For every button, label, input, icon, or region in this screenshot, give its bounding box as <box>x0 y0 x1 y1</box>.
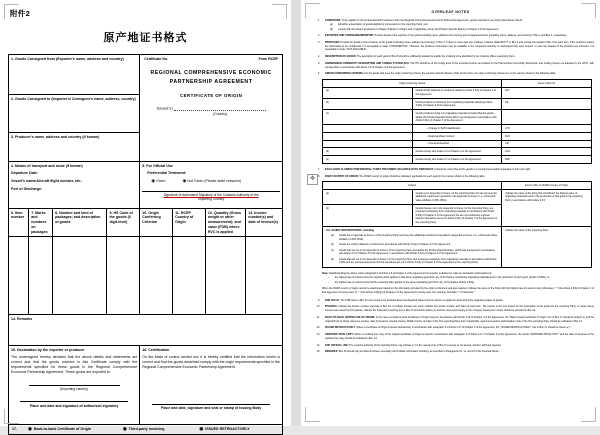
note-11-body: In the case of a back-to-back Certificate of Origin issued in accordance with Article 3.19 of Chapter 3 of the Agreement, the "Back-to-back Certificate of Origin" box in Box 17 should be ticked (✔) and the original Proof of Origin reference number, date of issuance, issuing country, RCEP country of origin of the first exporting Party and, if applicable, approved exporter authorisation code of the first exporting Party should be indicated in Box 14. <box>325 315 594 323</box>
importing-country-rule[interactable] <box>29 384 120 386</box>
criteria-marker-b: (b) <box>323 99 413 110</box>
rcep-country-header-row <box>323 182 592 190</box>
note-15-heading: REMARKS: <box>325 350 339 354</box>
criteria-text-cr: – Chemical Reaction <box>412 140 502 148</box>
cell-invoice[interactable] <box>246 237 283 315</box>
margin-corner-top-right <box>272 4 287 19</box>
criteria-code-rvc: RVC <box>502 133 592 141</box>
rcep-marker-a: (a) <box>323 190 413 205</box>
rcep2-marker-b: (b) <box>331 243 334 247</box>
rcep2-text-d: Goods that are not in the Appendix to Annex I of the importing Party, and produced exclusively from originating materials in accordance with Article 3.3(b) and are processed beyond minimal operations set out in Article 3.6(1) of Chapter 3 of the Agreement in the exporting Party. <box>339 257 497 265</box>
note-4-body: The description of each good in Box 8 should be sufficiently detailed to enable the products to be identified by the Customs officer examining them. <box>356 55 516 59</box>
field-4-cell[interactable] <box>9 162 140 209</box>
margin-corner-top-right-right-page <box>581 3 596 18</box>
certificate-header-cell <box>140 55 283 162</box>
field-16-cell[interactable] <box>140 346 283 425</box>
column-header-12: 12. Quantity (Gross weight or other measurement), and value (FOB) where RVC is applied <box>205 209 245 237</box>
cell-marks-numbers[interactable] <box>29 237 53 315</box>
radio-not-given-icon: ◉ <box>182 177 187 183</box>
overleaf-note-6 <box>307 72 594 76</box>
field-5-cell[interactable] <box>140 162 283 209</box>
page-gutter <box>291 0 301 426</box>
note-2-body: Provide details of the exporter of the good (including name, address and country) and consignee/importer (including name, address, and country) in Box 1 and Box 2, respectively. <box>374 34 567 38</box>
overleaf-note-1 <box>307 19 594 31</box>
form-rcep-label: Form RCEP <box>258 57 278 61</box>
note-7-heading: EACH GOOD CLAIMING PREFERENTIAL TARIFF TREATMENT QUALIFIES IN ITS OWN RIGHT: <box>325 167 434 171</box>
overleaf-note-13 <box>307 333 594 340</box>
margin-corner-bottom-right-right-page <box>581 407 596 422</box>
column-header-8: 8. Number and kind of packages; and description of goods. <box>53 209 107 237</box>
field-4-vessel: Vessel's name/Aircraft flight number, etc.: <box>11 179 83 184</box>
note-9-body: The FOB value in Box 12 only needs to be provided when the Regional Value Content criterion is applied in determining the originating status of goods. <box>340 298 504 302</box>
country-label: (Country) <box>213 112 228 117</box>
form-row-declarations <box>9 346 283 425</box>
cell-hs-code[interactable] <box>107 237 140 315</box>
rcep-country-table <box>322 181 592 267</box>
note-14-number: 14. <box>316 343 320 347</box>
table2-note-dash-2: – <box>327 280 330 284</box>
table-row <box>323 110 592 125</box>
rcep2-text-a: Goods set in Appendix to Annex I of the importing Party and meet the additional requirement specified in Appendix to Annex I i.e. a Domestic Value Addition of 20% (DVA). <box>339 234 498 241</box>
note-1-sub-a <box>325 23 594 27</box>
note-1-sub-a-text: fall within a description of goods eligible for concessions in the importing Party; and <box>338 23 428 27</box>
note-5-body: The HS should be at the 6-digit level of the exported product and based on the Harmonized Commodity Description and Coding System as adopted by the WCO, with Corrigendum in accordance with Article 3.2 of Chapter 3 of the Agreement. <box>325 61 594 69</box>
field-15-cell[interactable] <box>9 346 140 425</box>
note-7-number: 7. <box>317 167 320 171</box>
criteria-marker-cr <box>323 140 413 148</box>
criteria-code-c-blank <box>502 110 592 125</box>
criteria-marker-ctc <box>323 125 413 133</box>
note-10-body: Indicate the invoice number and date in Box 13. If multiple invoices are used, indicate the invoice number and date for each item. The invoice is the one issued for the importation of the good into the importing Party. In cases where invoices are issued by third parties, indicate the third-party invoicing box in Box 17 should be ticked (✔) and the name and country of the company issuing the invoice should be provided in Box 14. <box>325 305 594 313</box>
note-10-number: 10. <box>316 305 320 309</box>
criteria-code-pe: PE <box>502 99 592 110</box>
note-13-body: Where a certified true copy of the original Certificate of Origin is issued in accordance with paragraph 3 of Article 3.17 of Chapter 3 of the Agreement, the words "CERTIFIED TRUE COPY" and the date of issuance of the certified true copy should be indicated in Box 14. <box>325 333 594 340</box>
column-header-6: 6. Item number <box>9 209 29 237</box>
checkbox-back-to-back-icon: ◉ <box>28 426 32 432</box>
overleaf-note-7 <box>307 168 594 172</box>
attachment-label: 附件2 <box>10 9 31 18</box>
overleaf-note-2 <box>307 34 594 38</box>
note-5-heading: HARMONISED COMMODITY DESCRIPTION AND CODING SYSTEM (HS): <box>325 61 410 65</box>
column-header-13: 13. Invoice number(s) and date of invoice(s) <box>246 209 283 237</box>
note-1-number: 1. <box>317 19 320 22</box>
table-row <box>323 125 592 133</box>
field-14-label: 14. Remarks <box>11 316 33 321</box>
table-row <box>323 148 592 156</box>
table2-note-sub-1: the highest rate of customs duty the importing Party applies to that same originating good from any of the Parties contributing originating materials used in the production of such good, (Article 3.8 Box); or <box>335 276 550 280</box>
field-5-signature-line1: Signature of Authorised Signatory of the Customs Authority of the <box>163 193 259 198</box>
checkbox-back-to-back-label: Back-to-back Certificate of Origin <box>33 427 91 432</box>
note-8-number: 8. <box>317 174 320 178</box>
note-15-body: Box 14 should only be filled out where necessary and indicate information including, as specified in Paragraphs 10, 11, and 13 of the Overleaf Notes. <box>338 350 500 354</box>
criteria-code-wo: WO <box>502 87 592 98</box>
note-1-sub-b-text: comply with all relevant provisions of Chapter 3 (Rules of Origin) and, if applicable, Annex 3A (Product-Specific Rules) of Chapter 3 of the Agreement. <box>338 27 499 31</box>
page-left <box>0 0 291 432</box>
note-5-number: 5. <box>317 61 320 65</box>
margin-corner-bottom-left <box>4 409 19 424</box>
rcep2-marker-c: (c) <box>331 248 334 252</box>
rcep-all-other-header: ALL OTHER CIRCUMSTANCES, including <box>326 228 374 232</box>
table2-note <box>322 272 594 285</box>
checkbox-back-to-back[interactable] <box>28 427 123 432</box>
note-6-body: For the goods that meet the origin conferring criteria, the exporter should indicate in Box 10 the Form, the origin conferring criteria met, in the manner shown in the following table. <box>364 72 557 76</box>
column-header-row <box>9 209 283 237</box>
note-1-heading: CONDITIONS: <box>325 19 342 22</box>
note-12-number: 12. <box>316 326 320 330</box>
rcep-all-other-cell <box>323 226 502 267</box>
field-14-cell[interactable] <box>9 315 283 346</box>
field-1-label: 1. Goods Consigned from (Exporter's name, address and country) <box>11 56 124 61</box>
note-2-number: 2. <box>317 34 320 38</box>
criteria-marker-e: (e) <box>323 156 413 164</box>
overleaf-note-10 <box>307 305 594 312</box>
overleaf-notes-title: OVERLEAF NOTES <box>431 10 470 14</box>
field-5-signature-line2: Importing Country <box>198 197 225 202</box>
table-row <box>323 156 592 164</box>
field-4-port: Port of Discharge: <box>11 187 43 192</box>
note-14-heading: FOR OFFICIAL USE: <box>325 343 349 347</box>
overleaf-note-12 <box>307 326 594 330</box>
overleaf-note-14 <box>307 344 594 348</box>
checkbox-issued-retroactively-label: ISSUED RETROACTIVELY <box>205 427 250 432</box>
note-9-heading: FOB VALUE: <box>325 298 340 302</box>
field-17-cell <box>9 425 283 435</box>
criteria-text-d: Goods comply with Article 3.4 of Chapter 3 of the Agreement <box>412 148 502 156</box>
column-header-7: 7. Marks and numbers on packages <box>29 209 53 237</box>
criteria-marker-c: (c) <box>323 110 413 125</box>
criteria-text-ctc: – Change in Tariff Classification <box>412 125 502 133</box>
criteria-marker-rvc <box>323 133 413 141</box>
checkbox-third-party-label: Third-party invoicing <box>128 427 165 432</box>
criteria-text-c: Goods produced using non-originating materials provided that the goods satisfy the Product-Specific Rules which are transposed in accordance with Article 3.3(c) of Chapter 3 of the Agreement: <box>412 110 502 125</box>
field-15-signature-rule[interactable] <box>20 400 129 402</box>
criteria-code-acu: ACU <box>502 148 592 156</box>
rcep-code-exporting-party: Indicate the name of the exporting Party <box>502 226 592 267</box>
origin-criteria-table <box>322 79 592 164</box>
agreement-title-line2: PARTNERSHIP AGREEMENT <box>169 78 253 85</box>
note-3-number: 3. <box>317 41 320 45</box>
agreement-title-line1: REGIONAL COMPREHENSIVE ECONOMIC <box>150 69 272 76</box>
field-4-label: 4. Means of transport and route (if known) <box>11 163 83 168</box>
column-header-11: 11. RCEP Country of Origin <box>173 209 206 237</box>
rcep2-marker-d: (d) <box>331 257 334 261</box>
note-3-body: Provide the details of the producer of the goods (including name, address and country) in Box 3. If there is more than one producer, indicate "SEE BOX 3" in Box 3 and provide the details in Box 3 for each item. If the producer wishes the information to be confidential, it is acceptable to state "CONFIDENTIAL". However, the producer information may be available to the competent authority or authorised body upon request. In case the location of the producer are unknown, it is acceptable to state "NOT AVAILABLE". <box>325 41 594 52</box>
form-row-4 <box>9 162 283 209</box>
cell-item-number[interactable] <box>9 237 29 315</box>
criteria-code-ctc: CTC <box>502 125 592 133</box>
field-16-body: On the basis of control carried out, it is hereby certified that the information herein is correct and that the goods described comply with the origin requirements specified in the Regional Comprehensive Economic Partnership Agreement. <box>142 354 280 369</box>
checkbox-third-party[interactable] <box>123 427 200 432</box>
note-4-heading: DESCRIPTION OF GOODS: <box>325 55 357 59</box>
form-row-1 <box>9 55 283 95</box>
issued-in-input[interactable] <box>174 105 266 111</box>
option-not-given[interactable] <box>183 179 242 184</box>
margin-corner-bottom-left-right-page <box>305 407 320 422</box>
note-14-body: The customs authority of the importing Party may indicate (✔) in the relevant box in Box 5 to accept or not accept, whether tariff and rejected. <box>349 343 502 347</box>
rcep2-text-c: Goods that are not in the Appendix to Annex I of the importing Party and satisfy the Product-Specific Rules, which was transposed in accordance with Article 3.3 of Chapter 3 of the Agreement, in accordance with Article 3.2(c) of Chapter 3 of the Agreement. <box>339 248 495 256</box>
field-17-number: 17. <box>12 427 17 432</box>
field-15-body: The undersigned hereby declares that the above details and statements are correct and that the goods covered in this Certificate comply with the requirements specified for these goods in the Regional Comprehensive Economic Partnership Agreement. These goods are exported to: <box>11 354 138 374</box>
option-not-given-label: Not Given (Please state reason/s) <box>187 178 242 183</box>
criteria-text-e: Goods comply with Article 3.7 of Chapter 3 of the Agreement <box>412 156 502 164</box>
table2-note-dash-1: – <box>327 276 330 280</box>
note-13-number: 13. <box>316 333 320 337</box>
form-row-14 <box>9 315 283 346</box>
table2-note-sub-2: the highest rate of customs duty that the exporting Party applies to the same originating good from any of the Parties (Article 3.8(b)). <box>335 280 475 284</box>
form-row-17 <box>9 425 283 435</box>
note-1-sub-b <box>325 28 594 32</box>
criteria-code-dmi: DMI <box>502 156 592 164</box>
table-row <box>323 99 592 110</box>
field-15-label: 15. Declaration by the exporter or producer <box>11 347 85 352</box>
column-header-10: 10. Origin Conferring Criterion <box>140 209 173 237</box>
overleaf-note-9 <box>307 299 594 303</box>
note-12-heading: ISSUED RETROACTIVELY: <box>325 326 356 330</box>
note-6-number: 6. <box>317 72 320 76</box>
field-4-departure-date: Departure Date: <box>11 171 38 176</box>
overleaf-note-3 <box>307 41 594 52</box>
note-11-heading: BACK-TO-BACK CERTIFICATE OF ORIGIN: <box>325 315 375 319</box>
option-given-label: Given <box>156 178 166 183</box>
origin-criteria-header-right: Insert in Box 10 <box>502 80 592 88</box>
criteria-text-rvc: – Regional Value Content <box>412 133 502 141</box>
table2-note-text: Notwithstanding the above, where paragraph 3 of Article 2.6 of Chapter 2 of the Agreement the importer is allowed to make an declaration (self-treatment): <box>328 271 492 275</box>
criteria-marker-a: (a) <box>323 87 413 98</box>
note-2-heading: EXPORTER AND CONSIGNEE/IMPORTER: <box>325 34 374 38</box>
cell-quantity-value[interactable] <box>205 237 245 315</box>
margin-corner-top-left-right-page <box>305 3 320 18</box>
overleaf-note-5 <box>307 62 594 69</box>
checkbox-issued-retroactively-icon: ◉ <box>199 426 204 432</box>
overleaf-note-8 <box>307 175 594 179</box>
field-16-place-label: Place and date, signature and seal or stamp of Issuing Body <box>161 406 262 411</box>
certificate-no-label: Certificate No. <box>144 57 168 61</box>
note-1-body: To be eligible for the preferential tariff treatment under the Regional Comprehensive Economic Partnership Agreement, goods exported to any Party listed below should: <box>341 19 523 22</box>
criteria-text-b: Goods produced exclusively from originating materials satisfying Article 3.3(b) of Chapter 3 of the Agreement <box>412 99 502 110</box>
table-row <box>323 87 592 98</box>
note-3-heading: PRODUCER: <box>325 41 340 45</box>
criteria-code-cr: CR <box>502 140 592 148</box>
page-title: 原产地证书格式 <box>103 32 188 44</box>
cell-packages-description[interactable] <box>53 237 107 315</box>
criteria-text-a: Goods wholly obtained or produced satisfying Article 3.3(a) of Chapter 3 of the Agreement <box>412 87 502 98</box>
note-7-body: It should be noted that all the goods in a consignment qualify separately in their own right. <box>434 167 531 171</box>
field-5-label: 5. For Official Use <box>142 163 173 168</box>
checkbox-third-party-icon: ◉ <box>122 426 127 432</box>
note-4-number: 4. <box>317 55 320 59</box>
table-row <box>323 140 592 148</box>
note-13-heading: CERTIFIED TRUE COPY: <box>325 333 354 337</box>
rcep-text-b: Goods that are not in the Appendix to Annex I of the importing Party, are produced exclusively from originating materials in accordance with Article 3.3(b) of Chapter 3 of the Agreement but are not exclusively regional oriented operations set out in Article 3.6(1) of Chapter 3 of the Agreement in the exporting Party. <box>412 205 502 227</box>
importing-country-label: (Importing country) <box>60 386 88 391</box>
rcep-code-highest-value: Indicate the name of the Party that contributed the highest value of originating materials used in the production of that good in the exporting Party in accordance with Article 2.6.h <box>502 190 592 227</box>
field-2-label: 2. Goods Consigned to (Importer's/ Consignee's name, address, country) <box>11 96 136 101</box>
note-10-heading: INVOICES: <box>325 305 338 309</box>
table2-note-label: Note: <box>322 271 329 275</box>
rcep-country-header-left: Criteria <box>323 182 502 190</box>
note-11-number: 11. <box>316 315 320 319</box>
table-row <box>323 133 592 141</box>
issued-in-label: Issued in <box>156 105 173 111</box>
note-9-number: 9. <box>317 298 320 302</box>
field-3-label: 3. Producer's name, address and country (if known) <box>11 134 100 139</box>
page-right <box>301 0 600 426</box>
field-16-signature-rule[interactable] <box>152 403 270 405</box>
checkbox-issued-retroactively[interactable] <box>199 427 279 432</box>
certificate-of-origin-title: CERTIFICATE OF ORIGIN <box>179 93 243 99</box>
rcep-text-a: Goods set in Appendix to Annex I of the importing Party but do not meet the additional requirement specified in the Appendix to Annex I i.e. a Domestic Value Addition of 20% (DVA). <box>412 190 502 205</box>
overleaf-note-4 <box>307 55 594 59</box>
margin-corner-top-left <box>4 4 19 19</box>
option-given[interactable] <box>151 179 165 184</box>
rcep-country-header-right: Insert in Box 11 RCEP Country of Origin <box>502 182 592 190</box>
note-6-heading: ORIGIN CONFERRING CRITERIA: <box>325 72 364 76</box>
overleaf-note-11 <box>307 316 594 323</box>
rcep-marker-b: (b) <box>323 205 413 227</box>
note-8-heading: RCEP COUNTRY OF ORIGIN: <box>325 174 359 178</box>
cell-rcep-country[interactable] <box>173 237 206 315</box>
table-row <box>323 190 592 205</box>
overleaf-note-15 <box>307 350 594 354</box>
note-1-sub-b-marker: (b) <box>330 27 333 31</box>
note-8-body: The RCEP country of origin should be indicated, applicable for each good in the manner shown in the following table. <box>359 174 486 178</box>
table-row <box>323 226 592 267</box>
origin-criteria-header-left: Origin conferring criteria <box>323 80 502 88</box>
goods-entry-row <box>9 237 283 315</box>
radio-given-icon: ◉ <box>151 177 156 183</box>
field-16-label: 16. Certification <box>142 347 170 352</box>
origin-criteria-header-row <box>323 80 592 88</box>
criteria-marker-d: (d) <box>323 148 413 156</box>
certificate-form-table <box>8 54 283 435</box>
table-move-handle-icon[interactable]: ✥ <box>307 174 318 185</box>
note-1-sub-a-marker: (a) <box>330 23 333 27</box>
preferential-treatment-label: Preferential Treatment: <box>147 171 187 176</box>
rcep2-marker-a: (a) <box>331 234 334 238</box>
note-15-number: 15. <box>316 350 320 354</box>
field-15-place-label: Place and date and signature of authorised signatory <box>29 403 119 408</box>
rcep2-text-b: Goods are wholly obtained or produced in accordance with Article 3.3(a) of Chapter 3 of the Agreement. <box>339 243 451 247</box>
field-2-cell[interactable] <box>9 95 140 133</box>
column-header-9: 9. HS Code of the goods (6 digit-level) <box>107 209 140 237</box>
rcep-country-footnote: When the RCEP country of origin cannot be determined, based on the information provided by the origin conferment and also required, indicate the name of the Party with the highest rate of customs duty (otherwise), "" if the Article 2.6(b) of Chapter 2 of that Agreement is being used, or "" if the Article 2.6(b)(ii) of Chapter 2 of the Agreement is being used. For example, Australia "" or Indonesia "". <box>322 287 594 295</box>
cell-origin-criterion[interactable] <box>140 237 173 315</box>
note-12-body: Where a Certificate of Origin is issued retroactively in accordance with paragraph 3 of Article 3.17 of Chapter 3 of the Agreement, the "ISSUED RETROACTIVELY" box in Box 17 should be ticked (✔). <box>356 326 571 330</box>
field-1-cell[interactable] <box>9 55 140 95</box>
field-3-cell[interactable] <box>9 133 140 162</box>
